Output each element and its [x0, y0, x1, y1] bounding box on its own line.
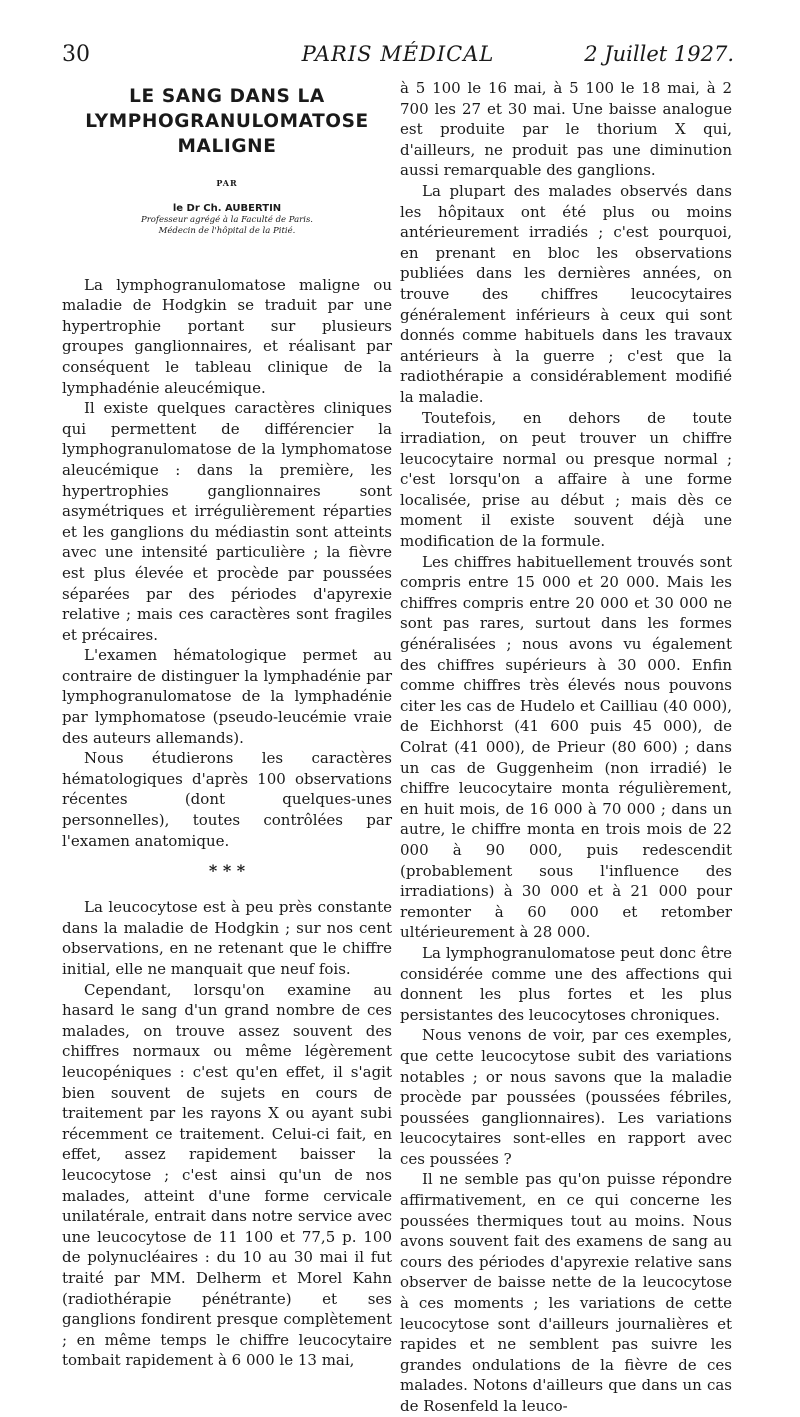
paragraph: La plupart des malades observés dans les hôpitaux ont été plus ou moins antérieurement irradiés ; c'est pourquoi, en prenant en bloc les observations publiées dans les dernières années, on trouve des chiffres leucocytaires généralement inférieurs à ceux qui sont donnés comme habituels dans les travaux antérieurs à la guerre ; c'est que la radiothérapie a considérablement modifié la maladie. [400, 181, 732, 406]
paragraph: Il ne semble pas qu'on puisse répondre affirmativement, en ce qui concerne les poussées thermiques tout au moins. Nous avons souvent fait des examens de sang au cours des périodes d'apyrexie relative sans observer de baisse nette de la leucocytose à ces moments ; les variations de cette leucocytose sont d'ailleurs journalières et rapides et ne semblent pas suivre les grandes ondulations de la fièvre de ces malades. Notons d'ailleurs que dans un cas de Rosenfeld la leuco- [400, 1170, 732, 1415]
by-label: PAR [216, 178, 238, 188]
title-line: LYMPHOGRANULOMATOSE [85, 111, 369, 132]
paragraph: Nous étudierons les caractères hématologiques d'après 100 observations récentes (dont quelques-unes personnelles), toutes contrôlées par l'examen anatomique. [62, 749, 392, 850]
paragraph: Cependant, lorsqu'on examine au hasard le sang d'un grand nombre de ces malades, on trouve assez souvent des chiffres normaux ou même légèrement leucopéniques : c'est qu'en effet, il s'agit bien souvent de sujets en cours de traitement par les rayons X ou ayant subi récemment ce traitement. Celui-ci fait, en effet, assez rapidement baisser la leucocytose ; c'est ainsi qu'un de nos malades, atteint d'une forme cervicale unilatérale, entrait dans notre service avec une leucocytose de 11 100 et 77,5 p. 100 de polynucléaires : du 10 au 30 mai il fut traité par MM. Delherm et Morel Kahn (radiothérapie pénétrante) et ses ganglions fondirent presque complètement ; en même temps le chiffre leucocytaire tombait rapidement à 6 000 le 13 mai, [62, 980, 392, 1370]
article-title [62, 84, 392, 159]
paragraph: La leucocytose est à peu près constante dans la maladie de Hodgkin ; sur nos cent observations, en ne retenant que le chiffre initial, elle ne manquait que neuf fois. [62, 898, 392, 978]
title-line: LE SANG DANS LA [129, 86, 325, 107]
paragraph: Toutefois, en dehors de toute irradiation, on peut trouver un chiffre leucocytaire normal ou presque normal ; c'est lorsqu'on a affaire à une forme localisée, prise au début ; mais dès ce moment il existe souvent déjà une modification de la formule. [400, 408, 732, 551]
left-column [62, 84, 392, 1371]
paragraph: La lymphogranulomatose maligne ou maladie de Hodgkin se traduit par une hypertrophie portant sur plusieurs groupes ganglionnaires, et réalisant par conséquent le tableau clinique de la lymphadénie aleucémique. [62, 275, 392, 397]
title-line: MALIGNE [177, 136, 277, 157]
author-affiliation: Médecin de l'hôpital de la Pitié. [158, 225, 296, 236]
journal-title: PARIS MÉDICAL [301, 42, 495, 66]
right-column [400, 78, 732, 1417]
paragraph: Nous venons de voir, par ces exemples, que cette leucocytose subit des variations notables ; or nous savons que la maladie procède par poussées (poussées fébriles, poussées ganglionnaires). Les variations leucocytaires sont-elles en rapport avec ces poussées ? [400, 1026, 732, 1168]
paragraph: L'examen hématologique permet au contraire de distinguer la lymphadénie par lymphogranulomatose de la lymphadénie par lymphomatose (pseudo-leucémie vraie des auteurs allemands). [62, 646, 392, 747]
page-header [62, 42, 734, 72]
paragraph: Il existe quelques caractères cliniques qui permettent de différencier la lymphogranulomatose de la lymphomatose aleucémique : dans la première, les hypertrophies ganglionnaires sont asymétriques et irrégulièrement réparties et les ganglions du médiastin sont atteints avec une intensité particulière ; la fièvre est plus élevée et procède par poussées séparées par des périodes d'apyrexie relative ; mais ces caractères sont fragiles et précaires. [62, 399, 392, 644]
section-separator: * * * [208, 861, 246, 881]
paragraph: La lymphogranulomatose peut donc être considérée comme une des affections qui donnent les plus fortes et les plus persistantes des leucocytoses chroniques. [400, 943, 732, 1024]
author-name: le Dr Ch. AUBERTIN [172, 202, 282, 214]
issue-date: 2 Juillet 1927. [584, 42, 734, 66]
page-number: 30 [62, 42, 90, 67]
author-affiliation: Professeur agrégé à la Faculté de Paris. [140, 214, 314, 225]
paragraph: Les chiffres habituellement trouvés sont compris entre 15 000 et 20 000. Mais les chiffres compris entre 20 000 et 30 000 ne sont pas rares, surtout dans les formes généralisées ; nous avons vu également des chiffres supérieurs à 30 000. Enfin comme chiffres très élevés nous pouvons citer les cas de Hudelo et Cailliau (40 000), de Eichhorst (41 600 puis 45 000), de Colrat (41 000), de Prieur (80 600) ; dans un cas de Guggenheim (non irradié) le chiffre leucocytaire monta régulièrement, en huit mois, de 16 000 à 70 000 ; dans un autre, le chiffre monta en trois mois de 22 000 à 90 000, puis redescendit (probablement sous l'influence des irradiations) à 30 000 et à 21 000 pour remonter à 60 000 et retomber ultérieurement à 28 000. [400, 552, 732, 942]
paragraph: à 5 100 le 16 mai, à 5 100 le 18 mai, à 2 700 les 27 et 30 mai. Une baisse analogue est produite par le thorium X qui, d'ailleurs, ne produit pas une diminution aussi remarquable des ganglions. [400, 79, 732, 180]
